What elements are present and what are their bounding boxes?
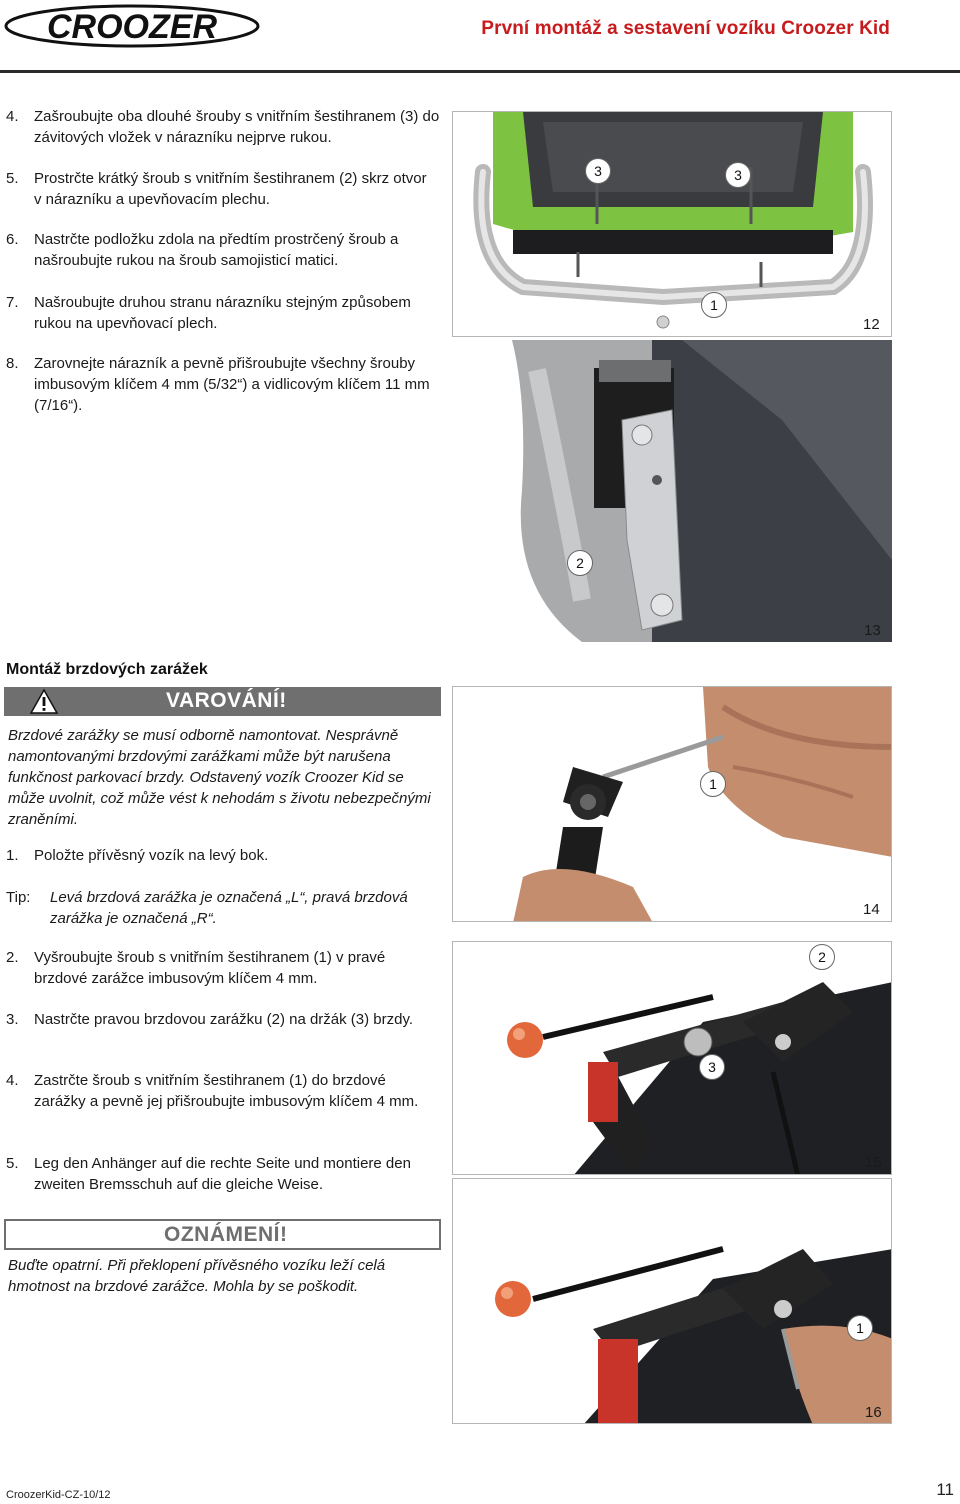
callout-2: 2 bbox=[809, 944, 835, 970]
step-text: Nastrčte podložku zdola na předtím prostrčený šroub a našroubujte rukou na šroub samojisticí matici. bbox=[34, 231, 399, 269]
step-number: 1. bbox=[6, 847, 19, 864]
step-4 bbox=[6, 106, 446, 148]
warning-banner bbox=[4, 687, 441, 716]
step-text: Zašroubujte oba dlouhé šrouby s vnitřním šestihranem (3) do závitových vložek v nárazníku nejprve rukou. bbox=[34, 108, 440, 146]
notice-banner bbox=[4, 1219, 441, 1250]
step-number: 8. bbox=[6, 355, 19, 372]
step-number: 7. bbox=[6, 294, 19, 311]
step-text: Položte přívěsný vozík na levý bok. bbox=[34, 847, 269, 864]
callout-1: 1 bbox=[701, 292, 727, 318]
step-text: Leg den Anhänger auf die rechte Seite und montiere den zweiten Bremsschuh auf die gleiche Weise. bbox=[34, 1155, 411, 1193]
warning-triangle-icon bbox=[30, 689, 58, 714]
figure-13-bracket bbox=[452, 340, 892, 642]
callout-2: 2 bbox=[567, 550, 593, 576]
brake-step-1 bbox=[6, 845, 436, 866]
brake-screw-illustration bbox=[453, 687, 892, 922]
brake-tighten-illustration bbox=[453, 1179, 892, 1424]
figure-number: 16 bbox=[865, 1404, 882, 1421]
tip-key: Tip: bbox=[6, 889, 31, 906]
brake-step-5 bbox=[6, 1153, 436, 1195]
step-text: Zarovnejte nárazník a pevně přišroubujte všechny šrouby imbusovým klíčem 4 mm (5/32“) a vidlicovým klíčem 11 mm (7/16“). bbox=[34, 355, 430, 414]
bumper-illustration bbox=[453, 112, 892, 337]
step-text: Nastrčte pravou brzdovou zarážku (2) na držák (3) brzdy. bbox=[34, 1011, 414, 1028]
step-text: Prostrčte krátký šroub s vnitřním šestihranem (2) skrz otvor v nárazníku a upevňovacím plechu. bbox=[34, 170, 427, 208]
step-number: 6. bbox=[6, 231, 19, 248]
figure-12-bumper bbox=[452, 111, 892, 337]
step-8 bbox=[6, 353, 436, 416]
bracket-illustration bbox=[452, 340, 892, 642]
page-number: 11 bbox=[936, 1480, 954, 1499]
step-number: 5. bbox=[6, 170, 19, 187]
header-divider bbox=[0, 70, 960, 73]
step-text: Vyšroubujte šroub s vnitřním šestihranem (1) v pravé brzdové zarážce imbusovým klíčem 4 mm. bbox=[34, 949, 386, 987]
tip-text: Levá brzdová zarážka je označená „L“, pravá brzdová zarážka je označená „R“. bbox=[50, 889, 408, 927]
notice-text: Buďte opatrní. Při překlopení přívěsného vozíku leží celá hmotnost na brzdové zarážce. Mohla by se poškodit. bbox=[8, 1257, 386, 1295]
page-title: První montáž a sestavení vozíku Croozer Kid bbox=[481, 18, 890, 39]
step-7 bbox=[6, 292, 436, 334]
figure-14-brake-screw bbox=[452, 686, 892, 922]
figure-16-brake-tighten bbox=[452, 1178, 892, 1424]
callout-3a: 3 bbox=[585, 158, 611, 184]
svg-text:CROOZER: CROOZER bbox=[47, 8, 217, 46]
page-header bbox=[0, 0, 960, 72]
figure-number: 12 bbox=[863, 316, 880, 333]
warning-text: Brzdové zarážky se musí odborně namontovat. Nesprávně namontovanými brzdovými zarážkami může být narušena funkčnost parkovací brzdy. Odstavený vozík Croozer Kid se může uvolnit, což může vést k nehodám s životu nebezpečnými zraněními. bbox=[8, 727, 431, 828]
step-number: 4. bbox=[6, 108, 19, 125]
step-text: Zastrčte šroub s vnitřním šestihranem (1) do brzdové zarážky a pevně jej přišroubujte imbusovým klíčem 4 mm. bbox=[34, 1072, 419, 1110]
croozer-logo bbox=[4, 4, 260, 48]
callout-1: 1 bbox=[700, 771, 726, 797]
step-text: Našroubujte druhou stranu nárazníku stejným způsobem rukou na upevňovací plech. bbox=[34, 294, 411, 332]
brake-step-4 bbox=[6, 1070, 436, 1112]
section-heading-brake: Montáž brzdových zarážek bbox=[6, 661, 208, 678]
step-5 bbox=[6, 168, 436, 210]
callout-3b: 3 bbox=[725, 162, 751, 188]
notice-label: OZNÁMENÍ! bbox=[164, 1223, 288, 1246]
figure-number: 13 bbox=[864, 622, 881, 639]
brake-mount-illustration bbox=[453, 942, 892, 1175]
step-number: 4. bbox=[6, 1072, 19, 1089]
warning-label: VAROVÁNÍ! bbox=[166, 689, 287, 712]
step-number: 2. bbox=[6, 949, 19, 966]
brake-step-3 bbox=[6, 1009, 436, 1030]
figure-number: 15 bbox=[865, 1154, 882, 1171]
step-number: 3. bbox=[6, 1011, 19, 1028]
document-id: CroozerKid-CZ-10/12 bbox=[6, 1489, 111, 1501]
step-6 bbox=[6, 229, 436, 271]
figure-number: 14 bbox=[863, 901, 880, 918]
callout-1: 1 bbox=[847, 1315, 873, 1341]
callout-3: 3 bbox=[699, 1054, 725, 1080]
figure-15-brake-mount bbox=[452, 941, 892, 1175]
brake-step-2 bbox=[6, 947, 436, 989]
step-number: 5. bbox=[6, 1155, 19, 1172]
